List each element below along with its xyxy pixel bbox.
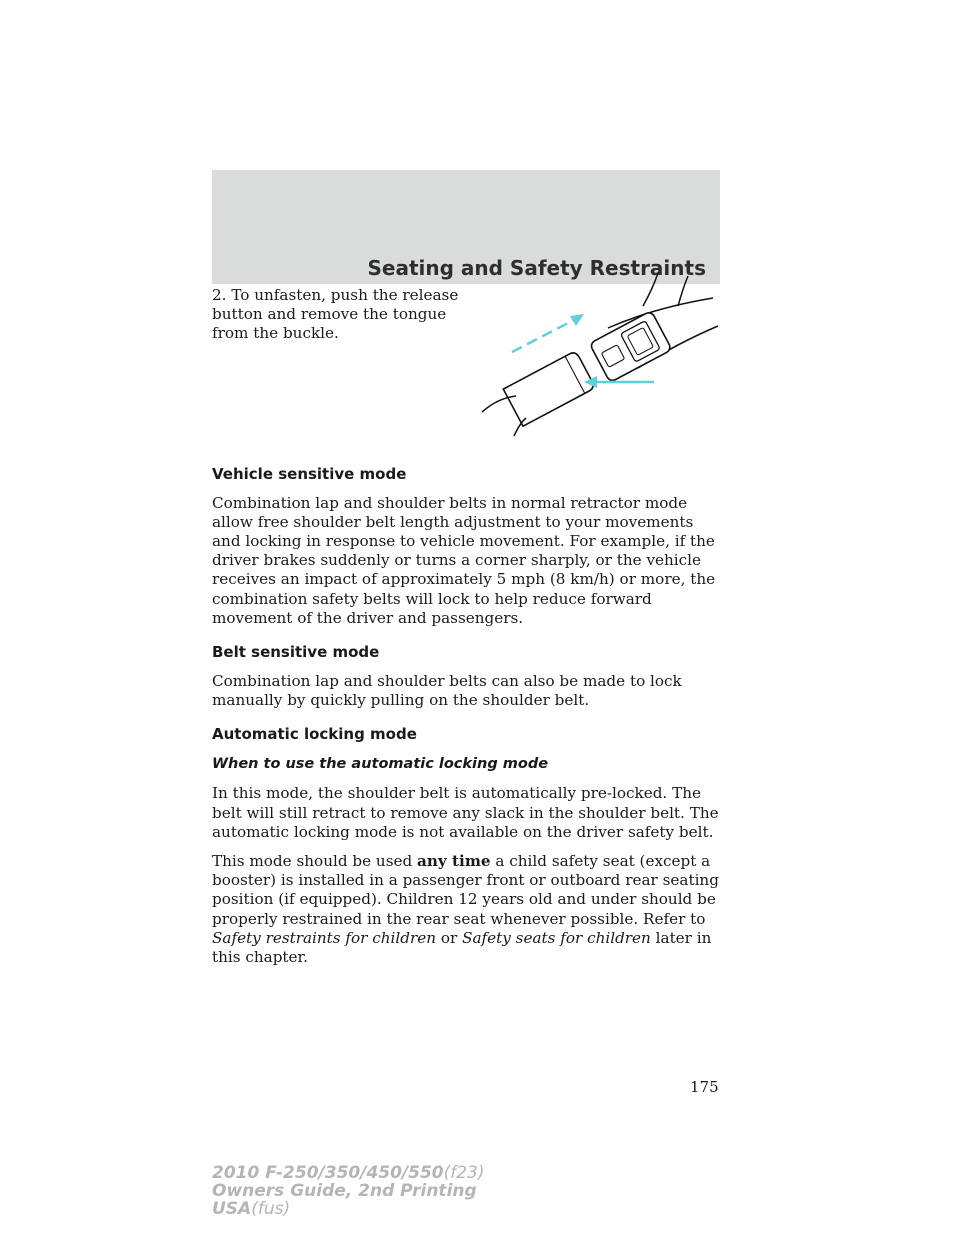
page-content [212,286,722,967]
step-2-text: 2. To unfasten, push the release button and remove the tongue from the buckle. [212,286,459,343]
vehicle-sensitive-body: Combination lap and shoulder belts in normal retractor mode allow free shoulder belt length adjustment to your movements and locking in response to vehicle movement. For example, if the driver brakes suddenly or turns a corner sharply, or the vehicle receives an impact of approximately 5 mph (8 km/h) or more, the combination safety belts will lock to help reduce forward movement of the driver and passengers. [212,493,716,627]
automatic-locking-body-2 [212,852,722,967]
document-footer [212,1164,485,1218]
cross-reference-safety-seats: Safety seats for children [462,928,651,947]
automatic-locking-body-1: In this mode, the shoulder belt is automatically pre-locked. The belt will still retract to remove any slack in the shoulder belt. The automatic locking mode is not available on the driver safety belt. [212,784,719,841]
footer-region-code: (fus) [251,1199,291,1219]
body2-post: later in this chapter. [212,928,712,967]
belt-sensitive-body: Combination lap and shoulder belts can also be made to lock manually by quickly pulling on the shoulder belt. [212,672,682,710]
section-title: Seating and Safety Restraints [367,256,706,280]
heading-vehicle-sensitive: Vehicle sensitive mode [212,464,407,483]
heading-belt-sensitive: Belt sensitive mode [212,643,380,662]
heading-automatic-locking: Automatic locking mode [212,725,417,744]
body2-or: or [440,928,458,947]
body2-bold: any time [417,852,491,871]
cross-reference-safety-restraints: Safety restraints for children [212,928,437,947]
page-number: 175 [690,1078,719,1096]
footer-model: 2010 F-250/350/450/550 [212,1163,444,1183]
footer-region: USA [212,1199,252,1219]
footer-model-code: (f23) [443,1163,485,1183]
subheading-when-to-use: When to use the automatic locking mode [212,756,549,773]
section-header-band [212,170,720,284]
body2-pre: This mode should be used [212,852,413,871]
footer-line-2: Owners Guide, 2nd Printing [212,1181,477,1201]
footer-line-1 [212,1164,485,1182]
body2-mid: a child safety seat (except a booster) is installed in a passenger front or outboard rear seating position (if equipped). Children 12 years old and under should be properly restrained in the rear seat whenever possible. Refer to [212,852,719,928]
footer-line-3 [212,1200,485,1218]
